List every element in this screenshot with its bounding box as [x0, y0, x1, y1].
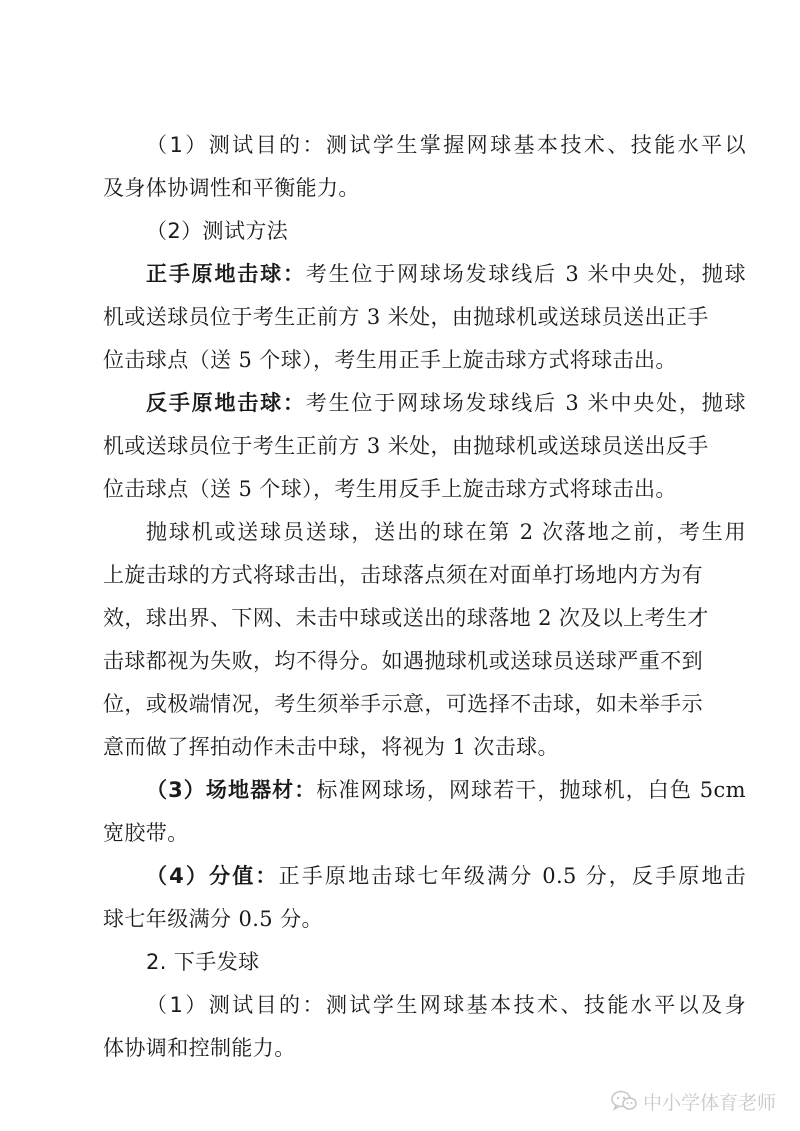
section-heading: （1）测试目的：	[146, 133, 326, 157]
paragraph-backhand-line-2	[103, 431, 709, 461]
paragraph-test-method	[146, 216, 746, 246]
paragraph-text: 上旋击球的方式将球击出，击球落点须在对面单打场地内方为有	[103, 563, 703, 587]
paragraph-underhand-serve	[146, 947, 746, 977]
subsection-heading: 正手原地击球：	[146, 262, 306, 286]
paragraph-rules-line-4	[103, 646, 703, 676]
paragraph-text: 及身体协调性和平衡能力。	[103, 176, 360, 200]
paragraph-rules-line-6	[103, 732, 703, 762]
section-heading: （4）分值：	[146, 864, 279, 888]
paragraph-text: 机或送球员位于考生正前方 3 米处，由抛球机或送球员送出反手	[103, 434, 709, 458]
paragraph-serve-purpose-line-2	[103, 1033, 703, 1063]
paragraph-backhand-line-1	[146, 388, 746, 418]
paragraph-venue-line-1	[146, 775, 746, 805]
paragraph-venue-line-2	[103, 818, 703, 848]
paragraph-serve-purpose-line-1	[146, 990, 746, 1020]
paragraph-text: 意而做了挥拍动作未击中球，将视为 1 次击球。	[103, 735, 559, 759]
paragraph-rules-line-1	[146, 517, 746, 547]
paragraph-text: 位，或极端情况，考生须举手示意，可选择不击球，如未举手示	[103, 692, 703, 716]
paragraph-text: 效，球出界、下网、未击中球或送出的球落地 2 次及以上考生才	[103, 606, 709, 630]
paragraph-text: 宽胶带。	[103, 821, 189, 845]
paragraph-test-purpose-line-2	[103, 173, 703, 203]
watermark-text: 中小学体育老师	[642, 1091, 776, 1114]
paragraph-text: 考生位于网球场发球线后 3 米中央处，抛球	[305, 391, 746, 415]
paragraph-text: 正手原地击球七年级满分 0.5 分，反手原地击	[278, 864, 747, 888]
section-heading: （3）场地器材：	[146, 778, 317, 802]
paragraph-rules-line-5	[103, 689, 703, 719]
paragraph-backhand-line-3	[103, 474, 703, 504]
paragraph-text: 位击球点（送 5 个球），考生用反手上旋击球方式将球击出。	[103, 477, 677, 501]
section-heading: 2. 下手发球	[146, 950, 260, 974]
section-heading: （2）测试方法	[146, 219, 289, 243]
paragraph-text: 机或送球员位于考生正前方 3 米处，由抛球机或送球员送出正手	[103, 305, 709, 329]
paragraph-rules-line-2	[103, 560, 703, 590]
paragraph-forehand-line-2	[103, 302, 709, 332]
paragraph-text: 考生位于网球场发球线后 3 米中央处，抛球	[305, 262, 746, 286]
paragraph-text: 抛球机或送球员送球，送出的球在第 2 次落地之前，考生用	[146, 520, 746, 544]
paragraph-text: 测试学生网球基本技术、技能水平以及身	[325, 993, 747, 1017]
paragraph-rules-line-3	[103, 603, 709, 633]
paragraph-text: 位击球点（送 5 个球），考生用正手上旋击球方式将球击出。	[103, 348, 677, 372]
paragraph-forehand-line-1	[146, 259, 746, 289]
paragraph-text: 体协调和控制能力。	[103, 1036, 296, 1060]
paragraph-text: 球七年级满分 0.5 分。	[103, 907, 323, 931]
watermark	[611, 1086, 776, 1116]
paragraph-forehand-line-3	[103, 345, 703, 375]
wechat-icon	[611, 1090, 637, 1112]
paragraph-score-line-1	[146, 861, 746, 891]
section-heading: （1）测试目的：	[146, 993, 326, 1017]
paragraph-score-line-2	[103, 904, 703, 934]
paragraph-text: 击球都视为失败，均不得分。如遇抛球机或送球员送球严重不到	[103, 649, 703, 673]
subsection-heading: 反手原地击球：	[146, 391, 306, 415]
paragraph-text: 测试学生掌握网球基本技术、技能水平以	[325, 133, 747, 157]
paragraph-text: 标准网球场，网球若干，抛球机，白色 5cm	[316, 778, 746, 802]
paragraph-test-purpose-line-1	[146, 130, 746, 160]
